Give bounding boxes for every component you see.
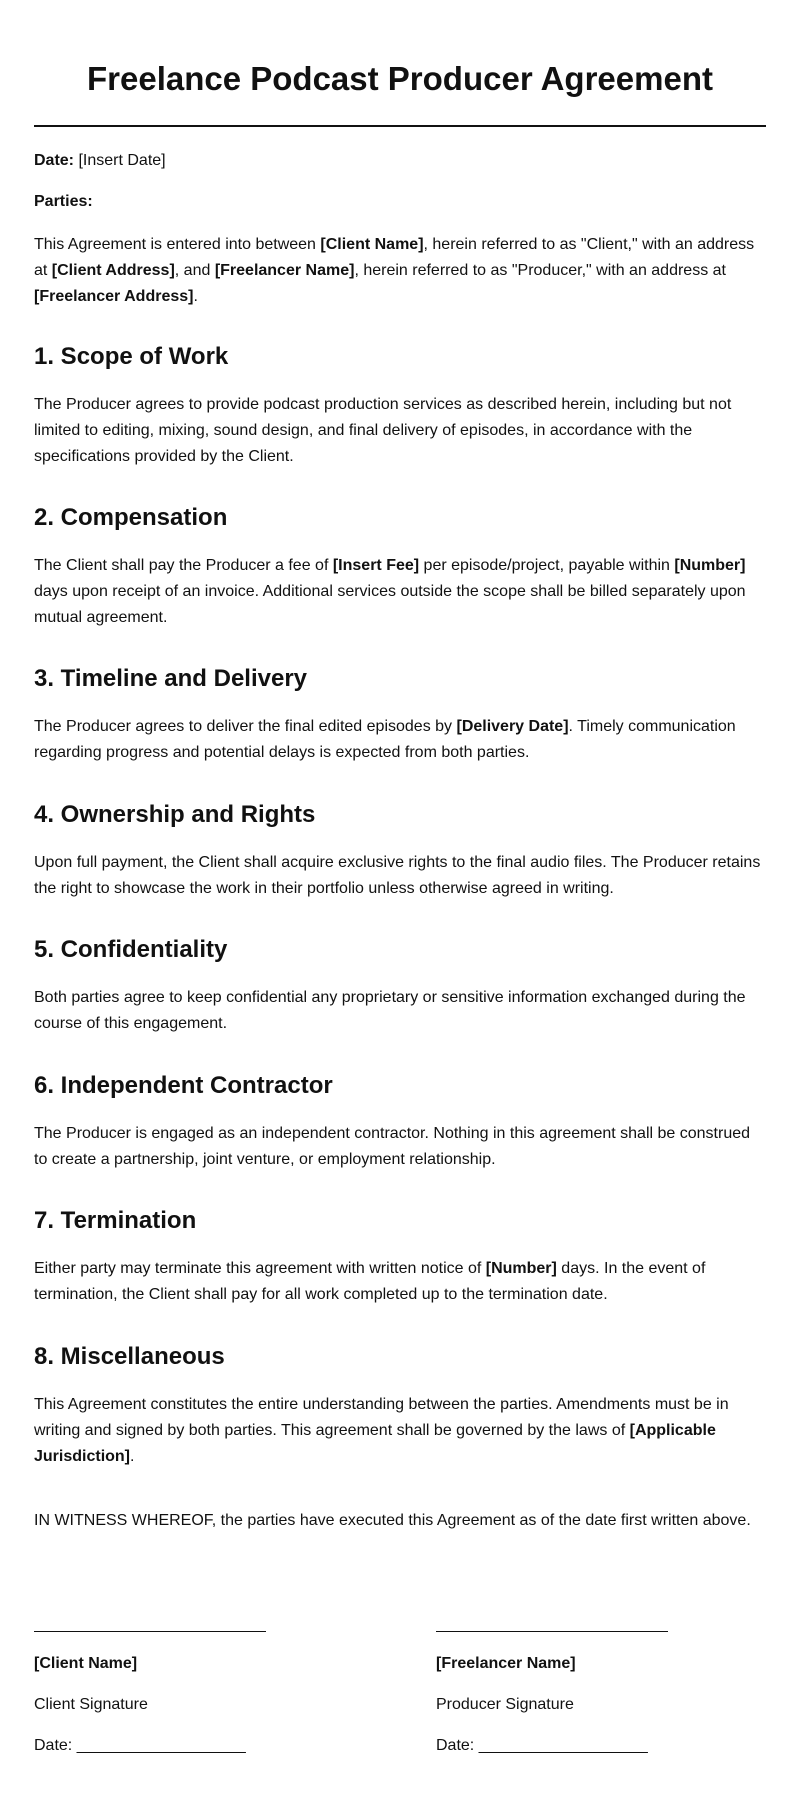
date-label: Date:: [34, 152, 75, 169]
section-body-ownership: Upon full payment, the Client shall acquire exclusive rights to the final audio files. The Producer retains the right to showcase the work in their portfolio unless otherwise agreed in writing.: [34, 854, 761, 897]
section-heading-ownership: 4. Ownership and Rights: [34, 801, 316, 828]
date-line: [34, 148, 766, 174]
termination-number: [Number]: [485, 1260, 557, 1277]
intro-text-4: , and: [174, 262, 215, 279]
intro-text-3: at: [34, 262, 52, 279]
termination-text-1: Either party may terminate this agreement with written notice of: [34, 1260, 486, 1277]
intro-text-2: , herein referred to as "Client," with an address: [423, 236, 755, 253]
section-body-termination: [34, 1256, 766, 1308]
title-divider: [34, 125, 766, 127]
section-body-confidentiality: Both parties agree to keep confidential any proprietary or sensitive information exchanged during the course of this engagement.: [34, 989, 746, 1032]
client-signature-date: Date: ___________________: [34, 1737, 246, 1754]
intro-text-1: This Agreement is entered into between: [34, 236, 321, 253]
misc-text-2: .: [130, 1448, 135, 1465]
section-body-misc: [34, 1392, 766, 1470]
section-body-timeline: [34, 714, 766, 766]
section-heading-compensation: 2. Compensation: [34, 504, 228, 531]
section-heading-termination: 7. Termination: [34, 1207, 197, 1234]
compensation-fee: [Insert Fee]: [332, 557, 420, 574]
document-title: Freelance Podcast Producer Agreement: [86, 60, 713, 97]
client-signature-line: [34, 1631, 266, 1632]
section-heading-scope: 1. Scope of Work: [34, 343, 229, 370]
producer-signature-role: Producer Signature: [436, 1696, 574, 1713]
date-value: [Insert Date]: [78, 152, 166, 169]
section-body-contractor: The Producer is engaged as an independent contractor. Nothing in this agreement shall be construed to create a partnership, joint venture, or employment relationship.: [34, 1125, 751, 1168]
compensation-text-2: per episode/project, payable within: [419, 557, 675, 574]
intro-freelancer-address: [Freelancer Address]: [34, 288, 194, 305]
timeline-text-2: . Timely communication regarding progress and potential delays is expected from both parties.: [34, 718, 736, 761]
producer-signature-name: [Freelancer Name]: [436, 1655, 576, 1672]
termination-text-2: days. In the event of termination, the Client shall pay for all work completed up to the termination date.: [34, 1260, 706, 1303]
intro-client-address: [Client Address]: [51, 262, 175, 279]
intro-client-name: [Client Name]: [320, 236, 424, 253]
misc-text-1: This Agreement constitutes the entire understanding between the parties. Amendments must be in writing and signed by both parties. This agreement shall be governed by the laws of: [34, 1396, 729, 1439]
parties-label-text: Parties:: [34, 193, 93, 210]
intro-freelancer-name: [Freelancer Name]: [214, 262, 355, 279]
client-signature-role: Client Signature: [34, 1696, 148, 1713]
producer-signature-line: [436, 1631, 668, 1632]
timeline-delivery-date: [Delivery Date]: [456, 718, 569, 735]
parties-label: [34, 189, 766, 215]
section-heading-confidentiality: 5. Confidentiality: [34, 936, 228, 963]
misc-jurisdiction: [Applicable Jurisdiction]: [34, 1422, 716, 1465]
timeline-text-1: The Producer agrees to deliver the final edited episodes by: [34, 718, 457, 735]
intro-text-5: , herein referred to as "Producer," with an address at: [354, 262, 726, 279]
section-body-scope: The Producer agrees to provide podcast production services as described herein, including but not limited to editing, mixing, sound design, and final delivery of episodes, in accordance with the specifications provided by the Client.: [34, 396, 732, 465]
witness-statement: IN WITNESS WHEREOF, the parties have executed this Agreement as of the date first written above.: [34, 1512, 751, 1529]
intro-paragraph: [34, 232, 766, 310]
section-heading-misc: 8. Miscellaneous: [34, 1343, 225, 1370]
compensation-text-1: The Client shall pay the Producer a fee of: [34, 557, 333, 574]
compensation-text-3: days upon receipt of an invoice. Additional services outside the scope shall be billed separately upon mutual agreement.: [34, 583, 746, 626]
compensation-number: [Number]: [674, 557, 746, 574]
producer-signature-date: Date: ___________________: [436, 1737, 648, 1754]
section-heading-contractor: 6. Independent Contractor: [34, 1072, 333, 1099]
client-signature-name: [Client Name]: [34, 1655, 138, 1672]
intro-text-6: .: [193, 288, 198, 305]
section-heading-timeline: 3. Timeline and Delivery: [34, 665, 308, 692]
section-body-compensation: [34, 553, 766, 631]
